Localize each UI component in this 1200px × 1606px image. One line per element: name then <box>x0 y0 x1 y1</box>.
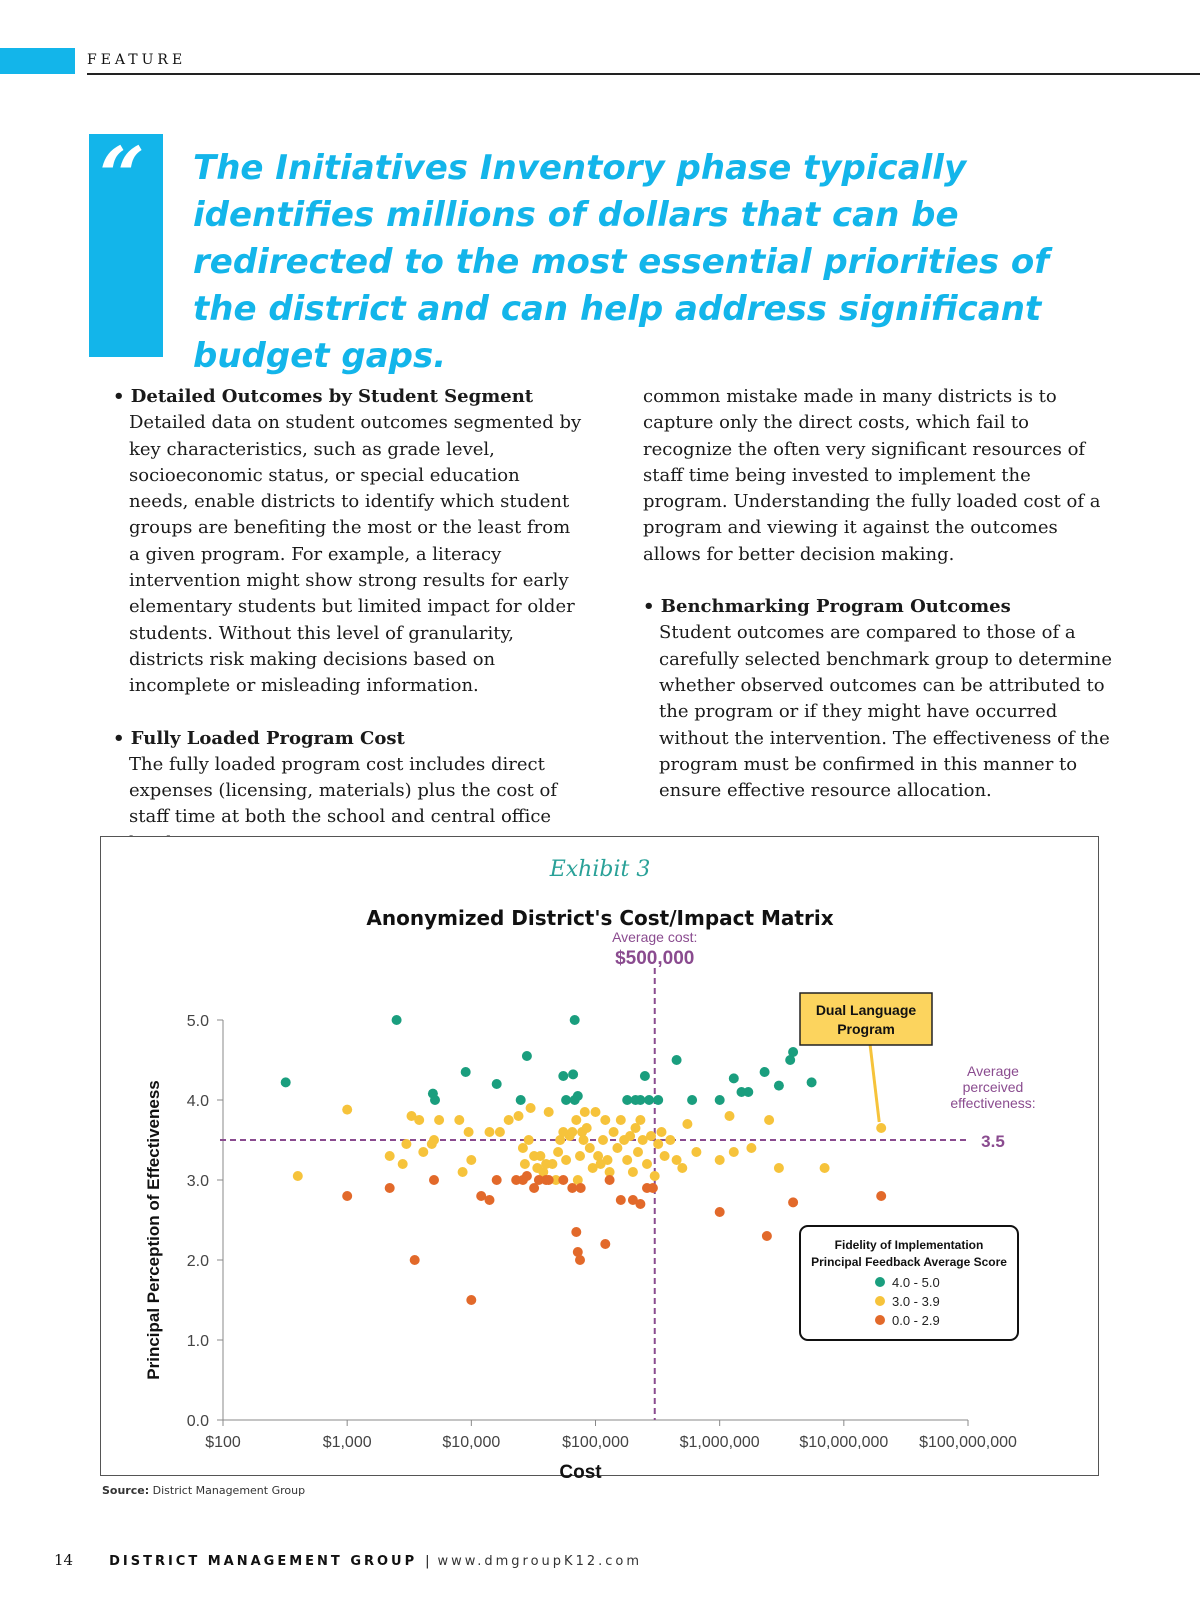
data-point-mid <box>518 1143 528 1153</box>
data-point-mid <box>650 1171 660 1181</box>
footer <box>54 1551 642 1569</box>
data-point-low <box>522 1171 532 1181</box>
data-point-low <box>485 1195 495 1205</box>
y-tick-label: 1.0 <box>186 1333 209 1350</box>
data-point-high <box>760 1067 770 1077</box>
data-point-mid <box>547 1159 557 1169</box>
data-point-mid <box>612 1143 622 1153</box>
data-point-mid <box>616 1115 626 1125</box>
data-point-mid <box>691 1147 701 1157</box>
x-tick-label: $1,000 <box>322 1434 372 1451</box>
data-point-mid <box>628 1167 638 1177</box>
chart-title: Anonymized District's Cost/Impact Matrix <box>366 906 834 930</box>
data-point-mid <box>418 1147 428 1157</box>
data-point-mid <box>642 1159 652 1169</box>
data-point-low <box>648 1183 658 1193</box>
source-note <box>102 1484 305 1497</box>
section-label: FEATURE <box>87 52 187 68</box>
data-point-low <box>715 1207 725 1217</box>
data-point-low <box>492 1175 502 1185</box>
data-point-low <box>635 1199 645 1209</box>
callout-box <box>800 993 932 1045</box>
y-axis-label: Principal Perception of Effectiveness <box>144 1080 163 1380</box>
data-point-high <box>573 1091 583 1101</box>
data-point-mid <box>746 1143 756 1153</box>
data-point-mid <box>665 1135 675 1145</box>
data-point-low <box>575 1255 585 1265</box>
y-tick-label: 5.0 <box>186 1013 209 1030</box>
data-point-high <box>640 1071 650 1081</box>
data-point-mid <box>729 1147 739 1157</box>
data-point-high <box>788 1047 798 1057</box>
data-point-high <box>568 1069 578 1079</box>
data-point-mid <box>876 1123 886 1133</box>
bullet-body-benchmarking: Student outcomes are compared to those of a carefully selected benchmark group to determine whether observed outcomes can be attributed to the program or if they might have occurred without the intervention. The effectiveness of the program must be confirmed in this manner to ensure effective resource allocation. <box>659 622 1113 802</box>
data-point-mid <box>600 1115 610 1125</box>
data-point-mid <box>764 1115 774 1125</box>
x-tick-label: $100,000,000 <box>919 1434 1017 1451</box>
data-point-mid <box>466 1155 476 1165</box>
data-point-high <box>558 1071 568 1081</box>
data-point-mid <box>561 1155 571 1165</box>
data-point-low <box>576 1183 586 1193</box>
data-point-low <box>571 1227 581 1237</box>
callout-leader-line <box>870 1044 879 1122</box>
x-tick-label: $1,000,000 <box>679 1434 760 1451</box>
data-point-low <box>600 1239 610 1249</box>
y-tick-label: 2.0 <box>186 1253 209 1270</box>
data-point-low <box>544 1175 554 1185</box>
source-text: District Management Group <box>152 1484 306 1497</box>
data-point-mid <box>514 1111 524 1121</box>
header-rule <box>87 73 1200 75</box>
bullet-title-student-segment: • Detailed Outcomes by Student Segment <box>113 386 534 407</box>
page-number: 14 <box>54 1551 74 1569</box>
data-point-mid <box>526 1103 536 1113</box>
source-label: Source: <box>102 1484 150 1497</box>
y-tick-label: 0.0 <box>186 1413 209 1430</box>
legend-entry-label: 0.0 - 2.9 <box>892 1313 940 1328</box>
data-point-low <box>876 1191 886 1201</box>
data-point-mid <box>485 1127 495 1137</box>
data-point-mid <box>582 1123 592 1133</box>
bullet-title-program-cost: • Fully Loaded Program Cost <box>113 727 405 749</box>
average-cost-value: $500,000 <box>615 948 695 969</box>
data-point-mid <box>342 1105 352 1115</box>
data-point-high <box>561 1095 571 1105</box>
data-point-mid <box>434 1115 444 1125</box>
data-point-high <box>392 1015 402 1025</box>
legend-title: Principal Feedback Average Score <box>811 1255 1007 1269</box>
data-point-mid <box>401 1139 411 1149</box>
data-point-mid <box>293 1171 303 1181</box>
data-point-high <box>715 1095 725 1105</box>
data-point-high <box>461 1067 471 1077</box>
data-point-mid <box>504 1115 514 1125</box>
data-point-mid <box>571 1115 581 1125</box>
data-point-mid <box>524 1135 534 1145</box>
data-point-low <box>429 1175 439 1185</box>
data-point-mid <box>635 1115 645 1125</box>
data-point-mid <box>633 1147 643 1157</box>
x-axis-label: Cost <box>559 1462 602 1483</box>
y-tick-label: 4.0 <box>186 1093 209 1110</box>
legend-entry-label: 4.0 - 5.0 <box>892 1275 940 1290</box>
y-tick-label: 3.0 <box>186 1173 209 1190</box>
legend-swatch-mid <box>875 1296 885 1306</box>
data-point-mid <box>567 1127 577 1137</box>
data-point-low <box>788 1197 798 1207</box>
data-point-high <box>729 1073 739 1083</box>
data-point-low <box>762 1231 772 1241</box>
data-point-mid <box>677 1163 687 1173</box>
data-point-high <box>522 1051 532 1061</box>
data-point-mid <box>385 1151 395 1161</box>
data-point-mid <box>575 1151 585 1161</box>
x-tick-label: $100,000 <box>562 1434 629 1451</box>
data-point-mid <box>660 1151 670 1161</box>
data-point-mid <box>495 1127 505 1137</box>
data-point-high <box>492 1079 502 1089</box>
header-accent-bar <box>0 48 75 74</box>
data-point-mid <box>580 1107 590 1117</box>
data-point-mid <box>672 1155 682 1165</box>
exhibit-label: Exhibit 3 <box>549 857 651 882</box>
average-effectiveness-caption: perceived <box>962 1079 1024 1095</box>
data-point-mid <box>535 1151 545 1161</box>
data-point-high <box>644 1095 654 1105</box>
data-point-mid <box>725 1111 735 1121</box>
data-point-mid <box>657 1127 667 1137</box>
footer-separator: | <box>425 1554 430 1569</box>
x-tick-label: $100 <box>205 1434 241 1451</box>
legend-swatch-low <box>875 1315 885 1325</box>
data-point-high <box>774 1081 784 1091</box>
data-point-mid <box>609 1127 619 1137</box>
data-point-low <box>466 1295 476 1305</box>
data-point-mid <box>458 1167 468 1177</box>
legend-title: Fidelity of Implementation <box>834 1238 984 1252</box>
data-point-mid <box>598 1135 608 1145</box>
data-point-mid <box>591 1107 601 1117</box>
data-point-low <box>385 1183 395 1193</box>
pull-quote: The Initiatives Inventory phase typically identifies millions of dollars that can be redirected to the most essential priorities of the district and can help address significant budget gaps. <box>193 148 1050 376</box>
data-point-mid <box>544 1107 554 1117</box>
data-point-low <box>342 1191 352 1201</box>
data-point-high <box>430 1095 440 1105</box>
average-effectiveness-value: 3.5 <box>981 1132 1005 1151</box>
data-point-mid <box>603 1155 613 1165</box>
data-point-high <box>635 1095 645 1105</box>
data-point-mid <box>682 1119 692 1129</box>
scatter-chart <box>100 929 1100 1483</box>
legend-swatch-high <box>875 1277 885 1287</box>
data-point-mid <box>398 1159 408 1169</box>
left-column <box>113 384 583 857</box>
data-point-high <box>281 1077 291 1087</box>
data-point-high <box>516 1095 526 1105</box>
bullet-body-program-cost: The fully loaded program cost includes direct expenses (licensing, materials) plus the cost of staff time at both the school and central office <box>129 753 557 828</box>
data-point-mid <box>553 1147 563 1157</box>
average-effectiveness-caption: effectiveness: <box>950 1095 1036 1111</box>
data-point-mid <box>646 1131 656 1141</box>
data-point-low <box>605 1175 615 1185</box>
continued-paragraph: common mistake made in many districts is to capture only the direct costs, which fail to recognize the often very significant resources of staff time being invested to implement the program. Understanding the fully loaded cost of a program and viewing it against the outcomes allows for better decision making. <box>643 386 1101 565</box>
data-point-mid <box>622 1155 632 1165</box>
data-point-mid <box>820 1163 830 1173</box>
quote-mark-icon: “ <box>99 129 146 223</box>
data-point-mid <box>774 1163 784 1173</box>
footer-org: DISTRICT MANAGEMENT GROUP <box>109 1554 418 1569</box>
x-tick-label: $10,000,000 <box>799 1434 889 1451</box>
data-point-mid <box>579 1135 589 1145</box>
data-point-mid <box>653 1139 663 1149</box>
average-cost-caption: Average cost: <box>612 929 698 945</box>
data-point-mid <box>429 1135 439 1145</box>
data-point-high <box>807 1077 817 1087</box>
data-point-mid <box>715 1155 725 1165</box>
bullet-title-benchmarking: • Benchmarking Program Outcomes <box>643 596 1011 618</box>
data-point-high <box>743 1087 753 1097</box>
data-point-mid <box>464 1127 474 1137</box>
data-point-mid <box>414 1115 424 1125</box>
data-point-mid <box>520 1159 530 1169</box>
bullet-body-student-segment: Detailed data on student outcomes segmented by key characteristics, such as grade level, socioeconomic status, or special education needs, enable districts to identify which student groups are benefiting the most or the least from a given program. For example, a literacy intervention might show strong results for early elementary students but limited impact for older students. Without this level of granularity, districts risk making decisions based on incomplete or misleading information. <box>129 412 582 697</box>
callout-label: Dual Language <box>815 1002 917 1018</box>
right-column <box>643 384 1113 804</box>
average-effectiveness-caption: Average <box>967 1063 1019 1079</box>
x-tick-label: $10,000 <box>442 1434 501 1451</box>
data-point-high <box>672 1055 682 1065</box>
data-point-mid <box>454 1115 464 1125</box>
data-point-low <box>410 1255 420 1265</box>
data-point-mid <box>585 1143 595 1153</box>
data-point-high <box>653 1095 663 1105</box>
data-point-low <box>616 1195 626 1205</box>
legend-entry-label: 3.0 - 3.9 <box>892 1294 940 1309</box>
footer-url[interactable]: www.dmgroupK12.com <box>437 1554 643 1569</box>
data-point-high <box>570 1015 580 1025</box>
data-point-low <box>558 1175 568 1185</box>
data-point-high <box>687 1095 697 1105</box>
callout-label: Program <box>837 1021 895 1037</box>
